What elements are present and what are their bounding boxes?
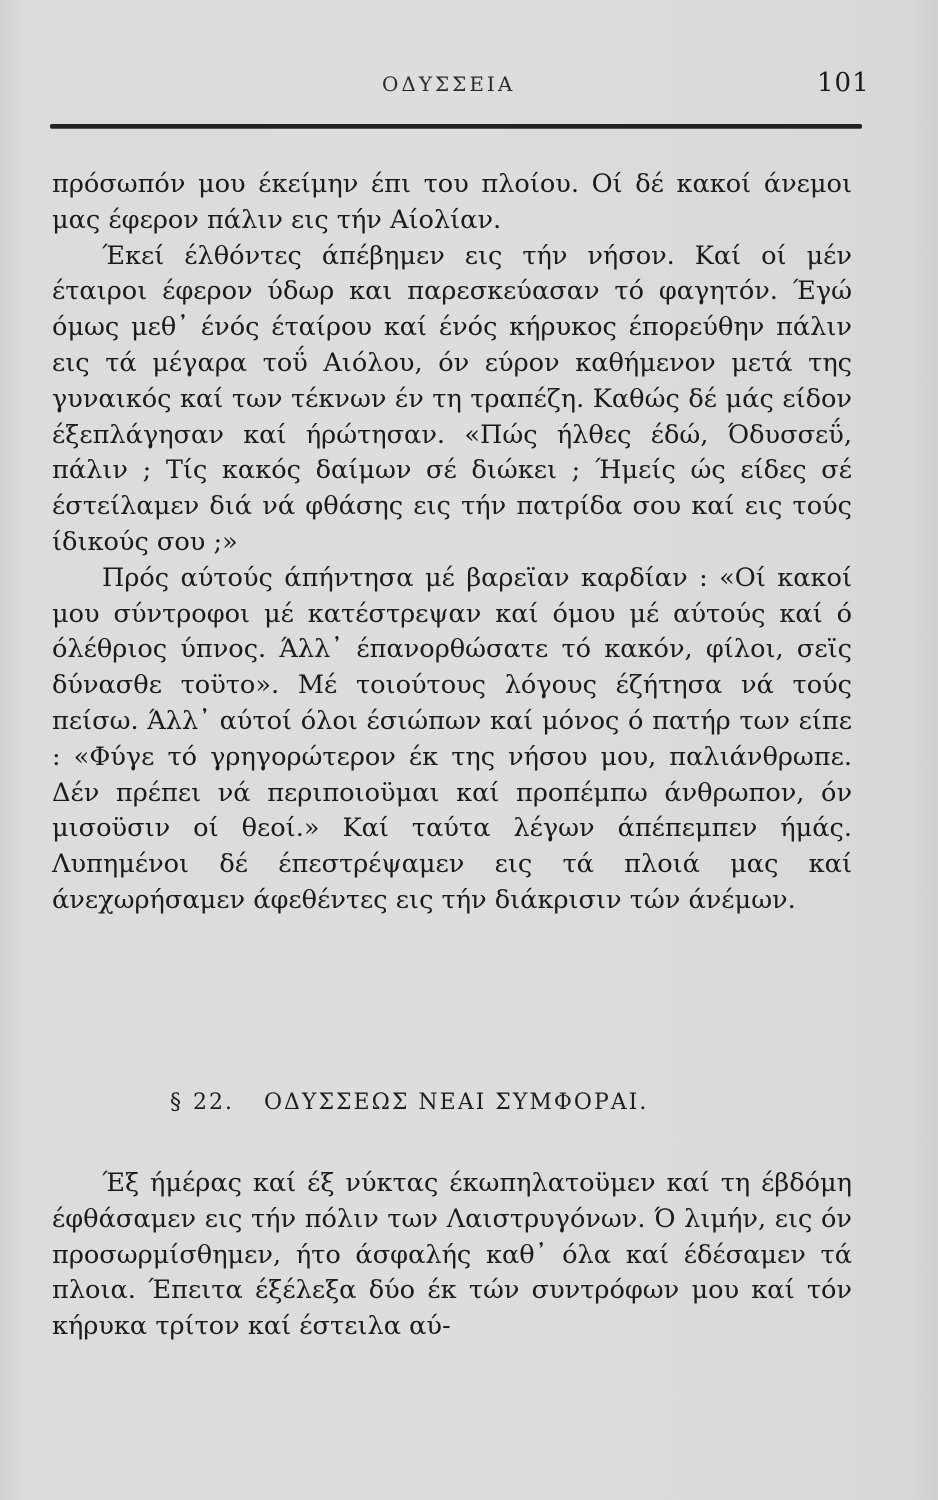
header-rule [50, 124, 862, 128]
section-number: 22. [193, 1090, 234, 1115]
running-title: ΟΔΥΣΣΕΙΑ [382, 72, 516, 96]
section-sign: § [170, 1090, 183, 1115]
running-head [0, 68, 938, 112]
page-number: 101 [817, 68, 870, 98]
section-body [52, 1166, 852, 1345]
paragraph-1: πρόσωπόν μου έκείμην έπι του πλοίου. Οί δέ κακοί άνεμοι μας έφερον πάλιν εις τήν Αίολίαν. [52, 169, 852, 235]
section-heading [170, 1090, 790, 1115]
paragraph-2: Έκεί έλθόντες άπέβημεν εις τήν νήσον. Καί οί μέν έταιροι έφερον ύδωρ και παρεσκεύασαν τό φαγητόν. Έγώ όμως μεθ᾽ ένός έταίρου καί ένός κήρυκος έπορεύθην πάλιν εις τά μέγαρα τοΰ Αιόλου, όν εύρον καθήμενον μετά της γυναικός καί των τέκνων έν τη τραπέζη. Καθώς δέ μάς είδον έξεπλάγησαν καί ήρώτησαν. «Πώς ήλθες έδώ, Όδυσσεΰ, πάλιν ; Τίς κακός δαίμων σέ διώκει ; Ήμείς ώς είδες σέ έστείλαμεν διά νά φθάσης εις τήν πατρίδα σου καί εις τούς ίδικούς σου ;» [52, 240, 852, 557]
section-title: ΟΔΥΣΣΕΩΣ ΝΕΑΙ ΣΥΜΦΟΡΑΙ. [264, 1090, 649, 1115]
paragraph-3: Πρός αύτούς άπήντησα μέ βαρεϊαν καρδίαν : «Οί κακοί μου σύντροφοι μέ κατέστρεψαν καί όμου μέ αύτούς καί ό όλέθριος ύπνος. Άλλ᾽ έπανορθώσατε τό κακόν, φίλοι, σεϊς δύνασθε τοϋτο». Μέ τοιούτους λόγους έζήτησα νά τούς πείσω. Άλλ᾽ αύτοί όλοι έσιώπων καί μόνος ό πατήρ των είπε : «Φύγε τό γρηγορώτερον έκ της νήσου μου, παλιάνθρωπε. Δέν πρέπει νά περιποιοϋμαι καί προπέμπω άνθρωπον, όν μισοϋσιν οί θεοί.» Καί ταύτα λέγων άπέπεμπεν ήμάς. Λυπημένοι δέ έπεστρέψαμεν εις τά πλοιά μας καί άνεχωρήσαμεν άφεθέντες εις τήν διάκρισιν τών άνέμων. [52, 562, 852, 915]
section-paragraph: Έξ ήμέρας καί έξ νύκτας έκωπηλατοϋμεν καί τη έβδόμη έφθάσαμεν εις τήν πόλιν των Λαιστρυγόνων. Ό λιμήν, εις όν προσωρμίσθημεν, ήτο άσφαλής καθ᾽ όλα καί έδέσαμεν τά πλοια. Έπειτα έξέλεξα δύο έκ τών συντρόφων μου καί τόν κήρυκα τρίτον καί έστειλα αύ- [52, 1168, 852, 1342]
body-text [52, 167, 852, 919]
